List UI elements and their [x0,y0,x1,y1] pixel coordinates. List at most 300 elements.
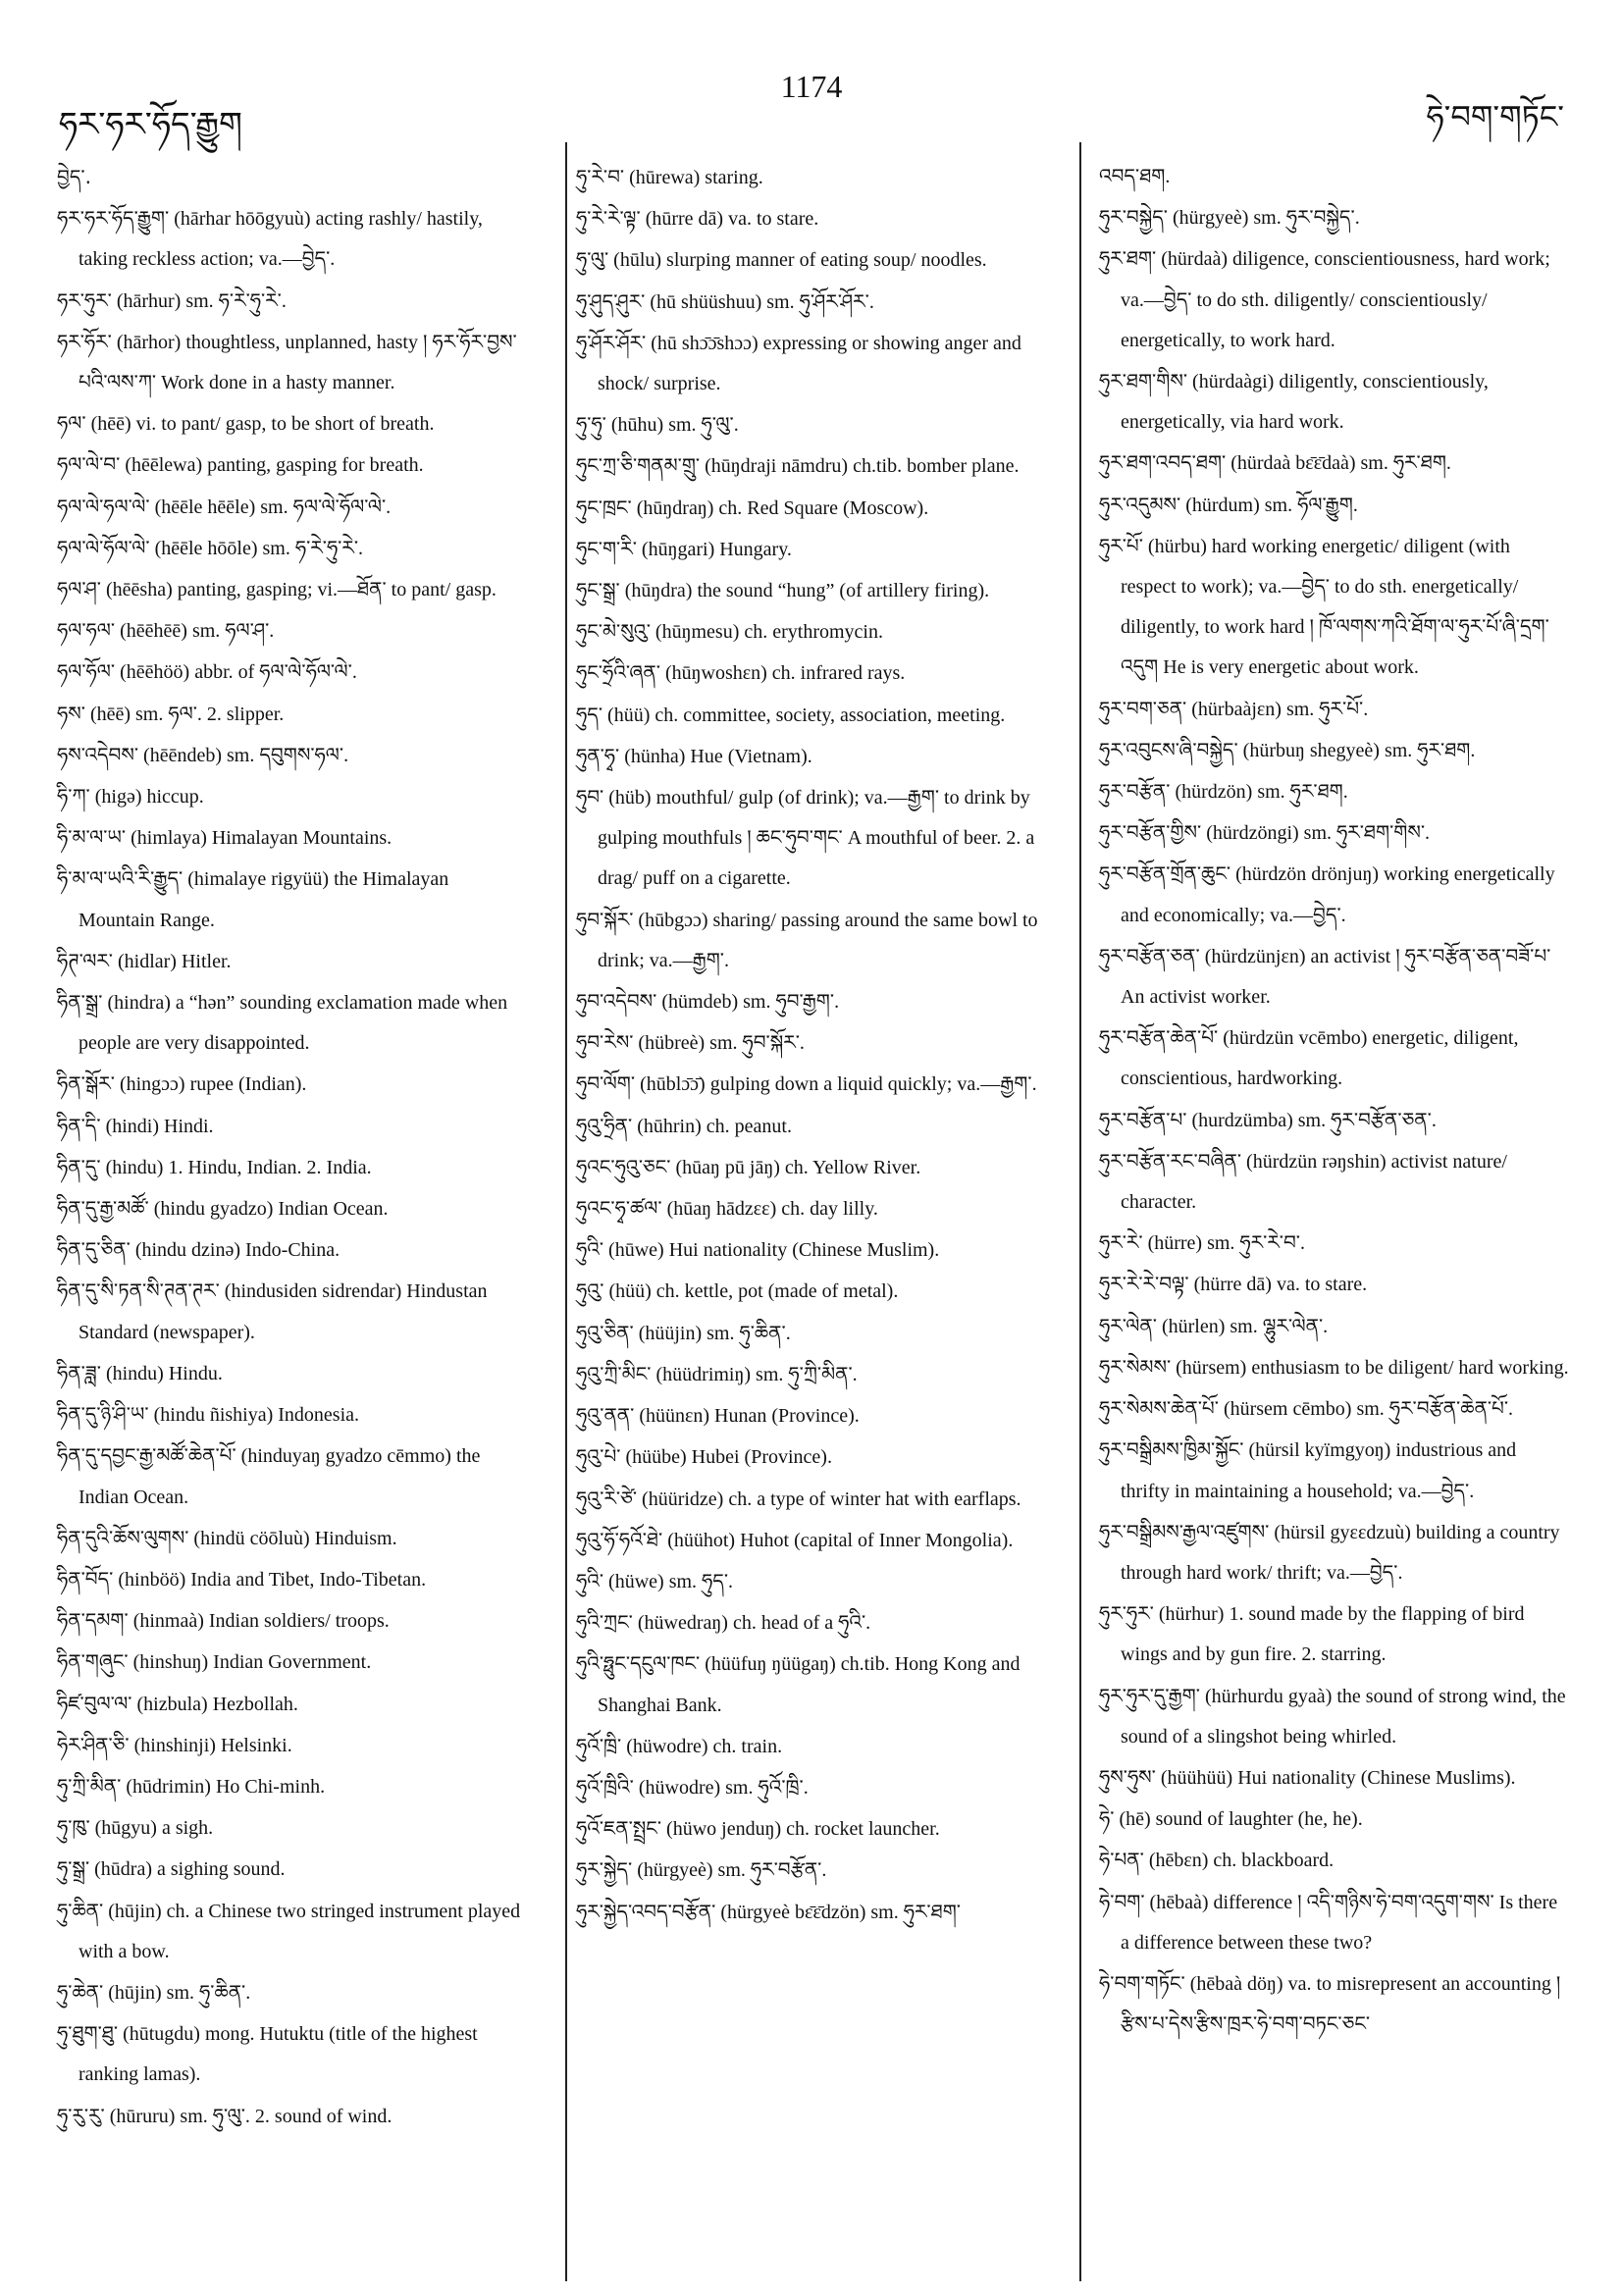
headword: ཧི་ཀ་ [57,784,90,809]
definition: (hüühot) Huhot (capital of Inner Mongolia). [667,1529,1014,1551]
dictionary-entry [1099,1141,1570,1223]
headword: ཧུའུ་ཀྲི་མིང་ [576,1361,652,1385]
definition: (hüüfuŋ ŋüügaŋ) ch.tib. Hong Kong and Shanghai Bank. [598,1653,1021,1716]
headword: ཧུར་ཐག་འབད་ཐག་ [1099,450,1227,475]
definition: (hūŋgari) Hungary. [641,538,792,560]
definition: (hūrewa) staring. [629,167,763,188]
headword: ཧུར་སེམས་ [1099,1354,1172,1379]
dictionary-entry [57,859,528,940]
definition: (hūblɔ̄ɔ̄) gulping down a liquid quickly; va.—རྒྱག་. [640,1073,1037,1096]
definition: (hūŋdra) the sound “hung” (of artillery firing). [624,580,990,602]
dictionary-entry [57,403,528,444]
definition: (himlaya) Himalayan Mountains. [131,827,393,850]
definition: (hūŋmesu) ch. erythromycin. [654,621,883,644]
definition: (hürdaà bɛ̄ɛ̄daà) sm. ཧུར་ཐག. [1230,452,1451,475]
headword: ཧིན་བོད་ [57,1566,114,1591]
dictionary-entry [1099,485,1570,526]
dictionary-entry [57,1064,528,1105]
headword: ཧུད་ [576,702,603,726]
definition: (hüüridze) ch. a type of winter hat with earflaps. [642,1487,1021,1510]
definition: (hēēndeb) sm. དབུགས་ཧལ་. [143,744,349,766]
dictionary-entry [576,1436,1047,1478]
dictionary-entry [576,1022,1047,1064]
dictionary-entry [576,239,1047,281]
headword: ཧུར་བརྩོན་རང་བཞིན་ [1099,1148,1242,1173]
headword: ཧིན་དམག་ [57,1608,129,1633]
definition: (hindu dzinə) Indo-China. [134,1239,340,1262]
definition: (hüü) ch. committee, society, association, meeting. [607,704,1006,726]
headword: ཧིན་དུ་རྒྱ་མཚོ་ [57,1196,149,1221]
dictionary-entry [576,1106,1047,1147]
definition: (hüwedraŋ) ch. head of a ཧུའི་. [637,1612,871,1635]
dictionary-entry [576,652,1047,694]
definition: (hürgyeè) sm. ཧུར་བསྐྱེད་. [1173,207,1360,230]
dictionary-entry [57,1559,528,1600]
headword: ཧུར་སྐྱེད་འབད་བརྩོན་ [576,1899,716,1923]
headword: ཧུར་རེ་རེ་བལྟ་ [1099,1272,1189,1296]
definition: (hürbu) hard working energetic/ diligent (with respect to work); va.—བྱེད་ to do sth. energetically/ diligently, to work hard ། ཁོ་ལགས་ཀའི་ཐོག་ལ་ཧུར་པོ་ཞི་དྲག་འདུག He is very energetic about work. [1121,535,1549,679]
headword: ཧུབ་རེས་ [576,1030,634,1055]
headword: ཧུར་བསྒྲིམས་ཁྱིམ་སྐྱོང་ [1099,1437,1244,1462]
definition: (hidlar) Hitler. [117,950,232,972]
definition: (hüüjin) sm. ཧུ་ཆིན་. [638,1322,791,1344]
headword: ཧུར་སྐྱེད་ [576,1857,633,1882]
dictionary-entry [57,1849,528,1890]
definition: (hindusiden sidrendar) Hindustan Standard (newspaper). [79,1280,488,1343]
definition: (hübreè) sm. ཧུབ་སྐོར་. [638,1032,805,1055]
definition: (hüb) mouthful/ gulp (of drink); va.—རྒྱག་ to drink by gulping mouthfuls ། ཆང་ཧུབ་གང་ A mouthful of beer. 2. a drag/ puff on a cigarette. [598,787,1035,890]
headword: ཧིན་ཟླ་ [57,1360,101,1384]
dictionary-entry [57,2013,528,2095]
definition: (hēbaà döŋ) va. to misrepresent an accounting ། རྩིས་པ་དེས་རྩིས་ཁྲར་ཧེ་བག་བཏང་ཅང་ [1121,1972,1561,2036]
dictionary-entry [1099,1018,1570,1099]
dictionary-entry [1099,936,1570,1018]
definition: (hārhar hōōgyuù) acting rashly/ hastily, taking reckless action; va.—བྱེད་. [79,208,483,271]
headword: ཧུ་ཧུ་ [576,412,606,437]
headword: ཧེ་ [1099,1806,1115,1831]
headword: ཧུ་ཆིན་ [57,1898,104,1922]
headword: ཧལ་ཤ་ [57,577,101,601]
definition: (hēbaà) difference ། འདི་གཉིས་ཧེ་བག་འདུག་གས་ Is there a difference between these two? [1121,1891,1558,1954]
headword: བྱེད་. [57,165,91,188]
headword: ཧུར་འདུམས་ [1099,492,1181,516]
headword: ཧུར་རེ་ [1099,1230,1143,1255]
definition: (hūdra) a sighing sound. [94,1858,286,1881]
definition: (hūhu) sm. ཧུ་ལུ་. [610,414,739,437]
headword: ཧུའུ་ཧྲིན་ [576,1113,633,1137]
dictionary-entry [576,488,1047,529]
dictionary-column-1 [57,157,528,2137]
definition: (hū shüüshuu) sm. ཧུ་ཤོར་ཤོར་. [650,290,874,313]
definition: (hū shɔ̄ɔ̄shɔɔ) expressing or showing anger and shock/ surprise. [598,332,1021,395]
headword: ཧུ་ཐུག་ཐུ་ [57,2021,119,2046]
left-guide-word: ཧར་ཧར་ཧོད་རྒྱུག [59,105,242,144]
headword: ཧལ་ཧལ་ [57,618,116,643]
headword: ཧུའང་ཧུའུ་ཅང་ [576,1154,671,1178]
headword: ཧུའུ་ཧོ་ཧའོ་ཐེ་ [576,1527,663,1551]
dictionary-entry [576,1808,1047,1850]
dictionary-column-2 [576,157,1047,1933]
dictionary-entry [1099,730,1570,771]
dictionary-entry [1099,197,1570,238]
dictionary-entry [576,1479,1047,1520]
headword: ཧུའོ་ཁྲི་ [576,1733,622,1757]
definition: (hürre dā) va. to stare. [1193,1274,1368,1296]
headword: ཧུ་རེ་བ་ [576,165,625,188]
dictionary-entry [576,1064,1047,1105]
dictionary-entry [576,282,1047,323]
definition: (hüwodre) ch. train. [626,1735,783,1757]
headword: ཧུའི་ཧྥུང་དངུལ་ཁང་ [576,1651,701,1676]
definition: (hūŋdraŋ) ch. Red Square (Moscow). [636,496,929,519]
definition: (hürsem cēmbo) sm. ཧུར་བརྩོན་ཆེན་པོ་. [1223,1398,1514,1421]
headword: ཧུ་ཆེན་ [57,1979,104,2004]
headword: ཧུའི་ [576,1237,604,1262]
headword: ཧུབ་ [576,785,604,809]
headword: ཧལ་ [57,411,86,436]
definition: (hürdzön) sm. ཧུར་ཐག. [1175,781,1348,804]
dictionary-entry [576,445,1047,487]
definition: (hūtugdu) mong. Hutuktu (title of the highest ranking lamas). [79,2023,478,2086]
headword: ཧུའོ་ཁྲིའི་ [576,1774,634,1799]
definition: (hürsil gyɛɛdzuù) building a country through hard work/ thrift; va.—བྱེད་. [1121,1521,1560,1584]
dictionary-entry [1099,1799,1570,1840]
headword: ཧར་ཧར་ཧོད་རྒྱུག་ [57,206,170,231]
dictionary-entry [1099,689,1570,730]
dictionary-entry [576,736,1047,777]
dictionary-entry [57,1271,528,1352]
definition: (hürgyeè) sm. ཧུར་བརྩོན་. [637,1859,827,1882]
dictionary-entry [576,1354,1047,1395]
headword: ཧིན་དུ་སི་ཏན་སི་ཊན་ཊར་ [57,1278,220,1303]
right-guide-word: ཧེ་བག་གཏོང་ [1426,98,1564,135]
dictionary-entry [1099,526,1570,689]
headword: ཧུར་བརྩོན་གྲོན་ཆུང་ [1099,861,1231,886]
dictionary-entry [57,1972,528,2013]
definition: (hinmaà) Indian soldiers/ troops. [132,1610,390,1633]
headword: ཧུས་ཧུས་ [1099,1764,1156,1789]
definition: (hārhor) thoughtless, unplanned, hasty ། ཧར་ཧོར་བྱས་པའི་ལས་ཀ་ Work done in a hasty manner. [79,331,517,394]
dictionary-entry [1099,1840,1570,1881]
headword: ཧེར་ཤིན་ཅི་ [57,1732,130,1756]
headword: ཧུར་བརྩོན་གྱིས་ [1099,820,1202,845]
definition: (hürdzünjɛn) an activist ། ཧུར་བརྩོན་ཅན་བཟོ་པ་ An activist worker. [1121,945,1551,1009]
headword: ཧིཊ་ལར་ [57,948,113,972]
headword: ཧལ་ལེ་ཧོལ་ལེ་ [57,535,150,559]
headword: ཧུ་སྒྲ་ [57,1856,90,1881]
dictionary-entry [57,1394,528,1435]
definition: (hēēle hōōle) sm. ཧ་རེ་ཧུ་རེ་. [154,537,364,559]
definition: (hūruru) sm. ཧུ་ལུ་. 2. sound of wind. [109,2105,393,2127]
headword: ཧུའི་ [576,1568,604,1592]
definition: (hürsil kyïmgyoŋ) industrious and thrifty in maintaining a household; va.—བྱེད་. [1121,1439,1517,1502]
dictionary-entry [57,1642,528,1683]
definition: (hürdzöngi) sm. ཧུར་ཐག་གིས་. [1206,822,1431,845]
definition: (hēbɛn) ch. blackboard. [1148,1850,1335,1872]
dictionary-entry [57,1600,528,1642]
dictionary-entry [576,1395,1047,1436]
definition: (hüwe) sm. ཧུད་. [608,1570,734,1592]
definition: (hünha) Hue (Vietnam). [624,745,812,767]
headword: ཧིན་སྒོར་ [57,1071,115,1096]
dictionary-entry [1099,1264,1570,1305]
headword: ཧུའུ་ནན་ [576,1403,635,1428]
headword: ཧུའུ་རི་ཙེ་ [576,1486,638,1510]
dictionary-entry [57,1684,528,1725]
headword: ཧིན་གཞུང་ [57,1649,129,1674]
headword: ཧུ་རེ་རེ་ལྟ་ [576,206,641,231]
headword: ཧུ་ལུ་ [576,247,609,272]
definition: (hüü) ch. kettle, pot (made of metal). [608,1280,899,1303]
definition: (hūjin) sm. ཧུ་ཆིན་. [108,1981,251,2004]
definition: (hinböö) India and Tibet, Indo-Tibetan. [118,1568,427,1591]
dictionary-entry [1099,1388,1570,1430]
headword: ཧུབ་འདེབས་ [576,989,657,1014]
dictionary-entry [1099,854,1570,935]
dictionary-entry [576,323,1047,404]
page-header [0,59,1623,144]
headword: ཧུར་བརྩོན་ཅན་ [1099,943,1200,967]
headword: ཧིན་དུ་ཉི་ཤི་ཡ་ [57,1402,149,1427]
definition: (hüüdrimiŋ) sm. ཧུ་ཀྲི་མིན་. [655,1363,858,1385]
dictionary-entry [57,817,528,859]
headword: ཧུར་ཐག་གིས་ [1099,369,1188,393]
dictionary-entry [576,1520,1047,1561]
dictionary-entry [1099,361,1570,443]
dictionary-entry [576,198,1047,239]
definition: (hē) sound of laughter (he, he). [1119,1808,1363,1831]
headword: ཧི་མ་ལ་ཡའི་རི་རྒྱུད་ [57,866,183,891]
dictionary-entry [57,198,528,280]
headword: ཧུའུ་ཅིན་ [576,1320,634,1344]
headword: ཧལ་ལེ་ཧལ་ལེ་ [57,494,150,518]
definition: (himalaye rigyüü) the Himalayan Mountain Range. [79,868,449,931]
headword: ཧུའོ་ཇན་སྤྲང་ [576,1816,662,1841]
dictionary-entry [57,1725,528,1766]
dictionary-entry [57,1106,528,1147]
definition: (hüwo jenduŋ) ch. rocket launcher. [666,1818,940,1841]
headword: ཧེ་བག་ [1099,1889,1145,1913]
dictionary-column-3 [1099,157,1570,2045]
dictionary-entry [57,487,528,528]
dictionary-entry [576,1271,1047,1312]
headword: ཧལ་ཧོལ་ [57,659,116,684]
headword: ཧིན་དུ་ཅིན་ [57,1237,131,1262]
definition: (hindu) 1. Hindu, Indian. 2. India. [105,1156,372,1178]
definition: (hindu ñishiya) Indonesia. [153,1404,360,1427]
headword: ཧུར་ཧུར་ [1099,1601,1154,1626]
definition: (hēēsha) panting, gasping; vi.—ཐོན་ to pant/ gasp. [106,579,497,601]
headword: ཧུར་པོ་ [1099,533,1143,557]
dictionary-entry [576,1644,1047,1725]
headword: ཧར་ཧོར་ [57,329,112,353]
dictionary-entry [57,1147,528,1188]
dictionary-entry [57,776,528,817]
definition: (hingɔɔ) rupee (Indian). [119,1073,307,1096]
dictionary-entry [576,570,1047,611]
headword: ཧིན་དུ་ [57,1154,101,1178]
dictionary-entry [57,1518,528,1559]
definition: (hindi) Hindi. [105,1115,214,1137]
headword: ཧས་འདེབས་ [57,742,139,766]
headword: ཧིཛ་བུལ་ལ་ [57,1691,132,1715]
headword: ཧུར་བརྩོན་པ་ [1099,1107,1187,1131]
dictionary-entry [1099,1757,1570,1799]
definition: (hēēhēē) sm. ཧལ་ཤ་. [120,620,275,643]
dictionary-entry [57,735,528,776]
dictionary-entry [57,1188,528,1229]
definition: (hümdeb) sm. ཧུབ་རྒྱག་. [661,991,840,1014]
definition: (hūrre dā) va. to stare. [645,208,819,231]
definition: (hürsem) enthusiasm to be diligent/ hard working. [1176,1356,1569,1379]
dictionary-entry [1099,1882,1570,1963]
dictionary-entry [57,610,528,652]
definition: (hūbgɔɔ) sharing/ passing around the same bowl to drink; va.—རྒྱག་. [598,909,1038,971]
definition: (hēē) vi. to pant/ gasp, to be short of breath. [90,413,435,436]
headword: ཧུ་ཤོར་ཤོར་ [576,330,647,354]
definition: (hurdzümba) sm. ཧུར་བརྩོན་ཅན་. [1191,1109,1437,1131]
dictionary-entry [576,1188,1047,1229]
definition: (hindra) a “hən” sounding exclamation made when people are very disappointed. [79,992,508,1055]
headword: ཧུའུ་ [576,1278,604,1303]
dictionary-entry [57,941,528,982]
dictionary-entry [57,982,528,1064]
headword: ཧེ་བག་གཏོང་ [1099,1970,1185,1995]
dictionary-entry [576,1602,1047,1644]
dictionary-entry [1099,1100,1570,1141]
headword: ཧིན་སྒྲ་ [57,990,103,1015]
definition: (hürre) sm. ཧུར་རེ་བ་. [1147,1232,1305,1255]
dictionary-entry [1099,1676,1570,1757]
definition: (hindü cöōluù) Hinduism. [193,1527,397,1549]
dictionary-entry [1099,771,1570,812]
headword: ཧུར་ཐག་ [1099,246,1157,271]
definition: (hürgyeè bɛ̄ɛ̄dzön) sm. ཧུར་ཐག་ [720,1901,961,1923]
definition: (hēēhöö) abbr. of ཧལ་ལེ་ཧོལ་ལེ་. [120,661,357,684]
definition: (hūaŋ hādzɛɛ) ch. day lilly. [666,1198,878,1221]
dictionary-entry [1099,443,1570,484]
headword: ཧུབ་སྐོར་ [576,907,634,931]
headword: ཧུ་ཤུད་ཤུར་ [576,288,646,313]
dictionary-entry [57,1766,528,1807]
headword: ཧུང་མེ་སུའུ་ [576,619,651,644]
headword: ཧུ་རུ་རུ་ [57,2103,105,2127]
dictionary-entry [576,981,1047,1022]
dictionary-entry [576,777,1047,900]
dictionary-entry [576,404,1047,445]
dictionary-entry [57,281,528,322]
definition: (hizbula) Hezbollah. [136,1693,298,1715]
definition: (hürbuŋ shegyeè) sm. ཧུར་ཐག. [1242,739,1476,761]
dictionary-entry [57,1435,528,1517]
headword: ཧུང་ཧྲོའི་ཞན་ [576,660,660,685]
definition: (hūjin) ch. a Chinese two stringed instrument played with a bow. [79,1900,521,1962]
dictionary-entry [576,611,1047,652]
definition: (hēē) sm. ཧལ་. 2. slipper. [89,703,285,725]
headword: ཧུ་ཀྲི་མིན་ [57,1773,122,1798]
headword: ཧུར་བསྐྱེད་ [1099,205,1168,230]
dictionary-entry [57,157,528,198]
headword: ཧུའང་ཧྭ་ཚལ་ [576,1196,662,1221]
headword: ཧུར་བརྩོན་ [1099,779,1171,804]
definition: (hūgyu) a sigh. [94,1817,214,1840]
dictionary-entry [1099,1306,1570,1347]
definition: (hūaŋ pū jāŋ) ch. Yellow River. [675,1156,921,1178]
dictionary-entry [1099,1430,1570,1511]
headword: ཧུར་ལེན་ [1099,1313,1157,1337]
headword: ཧུར་བག་ཅན་ [1099,696,1187,720]
headword: ཧེ་པན་ [1099,1848,1144,1872]
definition: (hüwodre) sm. ཧུའོ་ཁྲི་. [638,1776,809,1799]
dictionary-entry [576,1147,1047,1188]
definition: (hindu) Hindu. [105,1362,223,1384]
headword: ཧུང་སྒྲ་ [576,578,620,602]
headword: ཧུར་ཧུར་དུ་རྒྱག་ [1099,1683,1200,1707]
headword: ཧལ་ལེ་བ་ [57,452,121,477]
definition: (hürdaàgi) diligently, conscientiously, energetically, via hard work. [1121,371,1489,434]
dictionary-entry [1099,1347,1570,1388]
headword: ཧུར་བསྒྲིམས་རྒྱལ་འཛུགས་ [1099,1519,1270,1543]
definition: (hārhur) sm. ཧ་རེ་ཧུ་རེ་. [116,289,287,312]
headword: ཧི་མ་ལ་ཡ་ [57,825,127,850]
headword: ཧིན་དི་ [57,1113,101,1137]
dictionary-entry [57,2096,528,2137]
definition: (hürdzün rəŋshin) activist nature/ character. [1121,1150,1507,1214]
dictionary-entry [576,529,1047,570]
headword: ཧུའི་ཀྲང་ [576,1610,633,1635]
dictionary-entry [57,444,528,486]
dictionary-entry [57,1807,528,1849]
dictionary-entry [1099,1223,1570,1264]
dictionary-entry [57,652,528,693]
headword: ཧུར་བརྩོན་ཆེན་པོ་ [1099,1025,1219,1050]
dictionary-entry [576,1850,1047,1891]
dictionary-entry [57,322,528,403]
definition: (hürhurdu gyaà) the sound of strong wind, the sound of a slingshot being whirled. [1121,1685,1566,1748]
dictionary-entry [57,1229,528,1271]
headword: ཧུབ་ལོག་ [576,1071,636,1096]
dictionary-entry [1099,812,1570,854]
definition: (hūŋwoshɛn) ch. infrared rays. [664,662,906,685]
dictionary-entry [576,1767,1047,1808]
definition: (hinduyaŋ gyadzo cēmmo) the Indian Ocean. [79,1445,481,1508]
definition: (hürdum) sm. ཧོལ་རྒྱུག. [1185,494,1358,516]
definition: (hürhur) 1. sound made by the flapping of bird wings and by gun fire. 2. starring. [1121,1603,1525,1666]
dictionary-entry [57,528,528,569]
dictionary-entry [57,569,528,610]
headword: ཧས་ [57,701,85,725]
definition: (hēēlewa) panting, gasping for breath. [125,454,424,477]
definition: (hürlen) sm. ལྷུར་ལེན་. [1161,1315,1329,1337]
dictionary-entry [1099,1963,1570,2045]
definition: (hūhrin) ch. peanut. [637,1115,792,1137]
dictionary-entry [57,694,528,735]
dictionary-entry [57,1353,528,1394]
definition: (hinshuŋ) Indian Government. [132,1651,372,1674]
dictionary-entry [576,1313,1047,1354]
definition: (hürdzün vcēmbo) energetic, diligent, conscientious, hardworking. [1121,1027,1519,1090]
definition: (hürdzön drönjuŋ) working energetically and economically; va.—བྱེད་. [1121,863,1555,926]
definition: (hūwe) Hui nationality (Chinese Muslim). [608,1239,940,1262]
headword: ཧུར་འབུངས་ཞི་བསྐྱེད་ [1099,737,1238,761]
definition: (hindu gyadzo) Indian Ocean. [153,1198,389,1221]
headword: ཧུ་ཁུ་ [57,1815,90,1840]
dictionary-entry [1099,157,1570,197]
dictionary-entry [1099,1593,1570,1675]
definition: (higə) hiccup. [94,786,204,809]
headword: ཧུན་ཧྭ་ [576,743,620,767]
definition: (hūŋdraji nāmdru) ch.tib. bomber plane. [705,455,1020,478]
